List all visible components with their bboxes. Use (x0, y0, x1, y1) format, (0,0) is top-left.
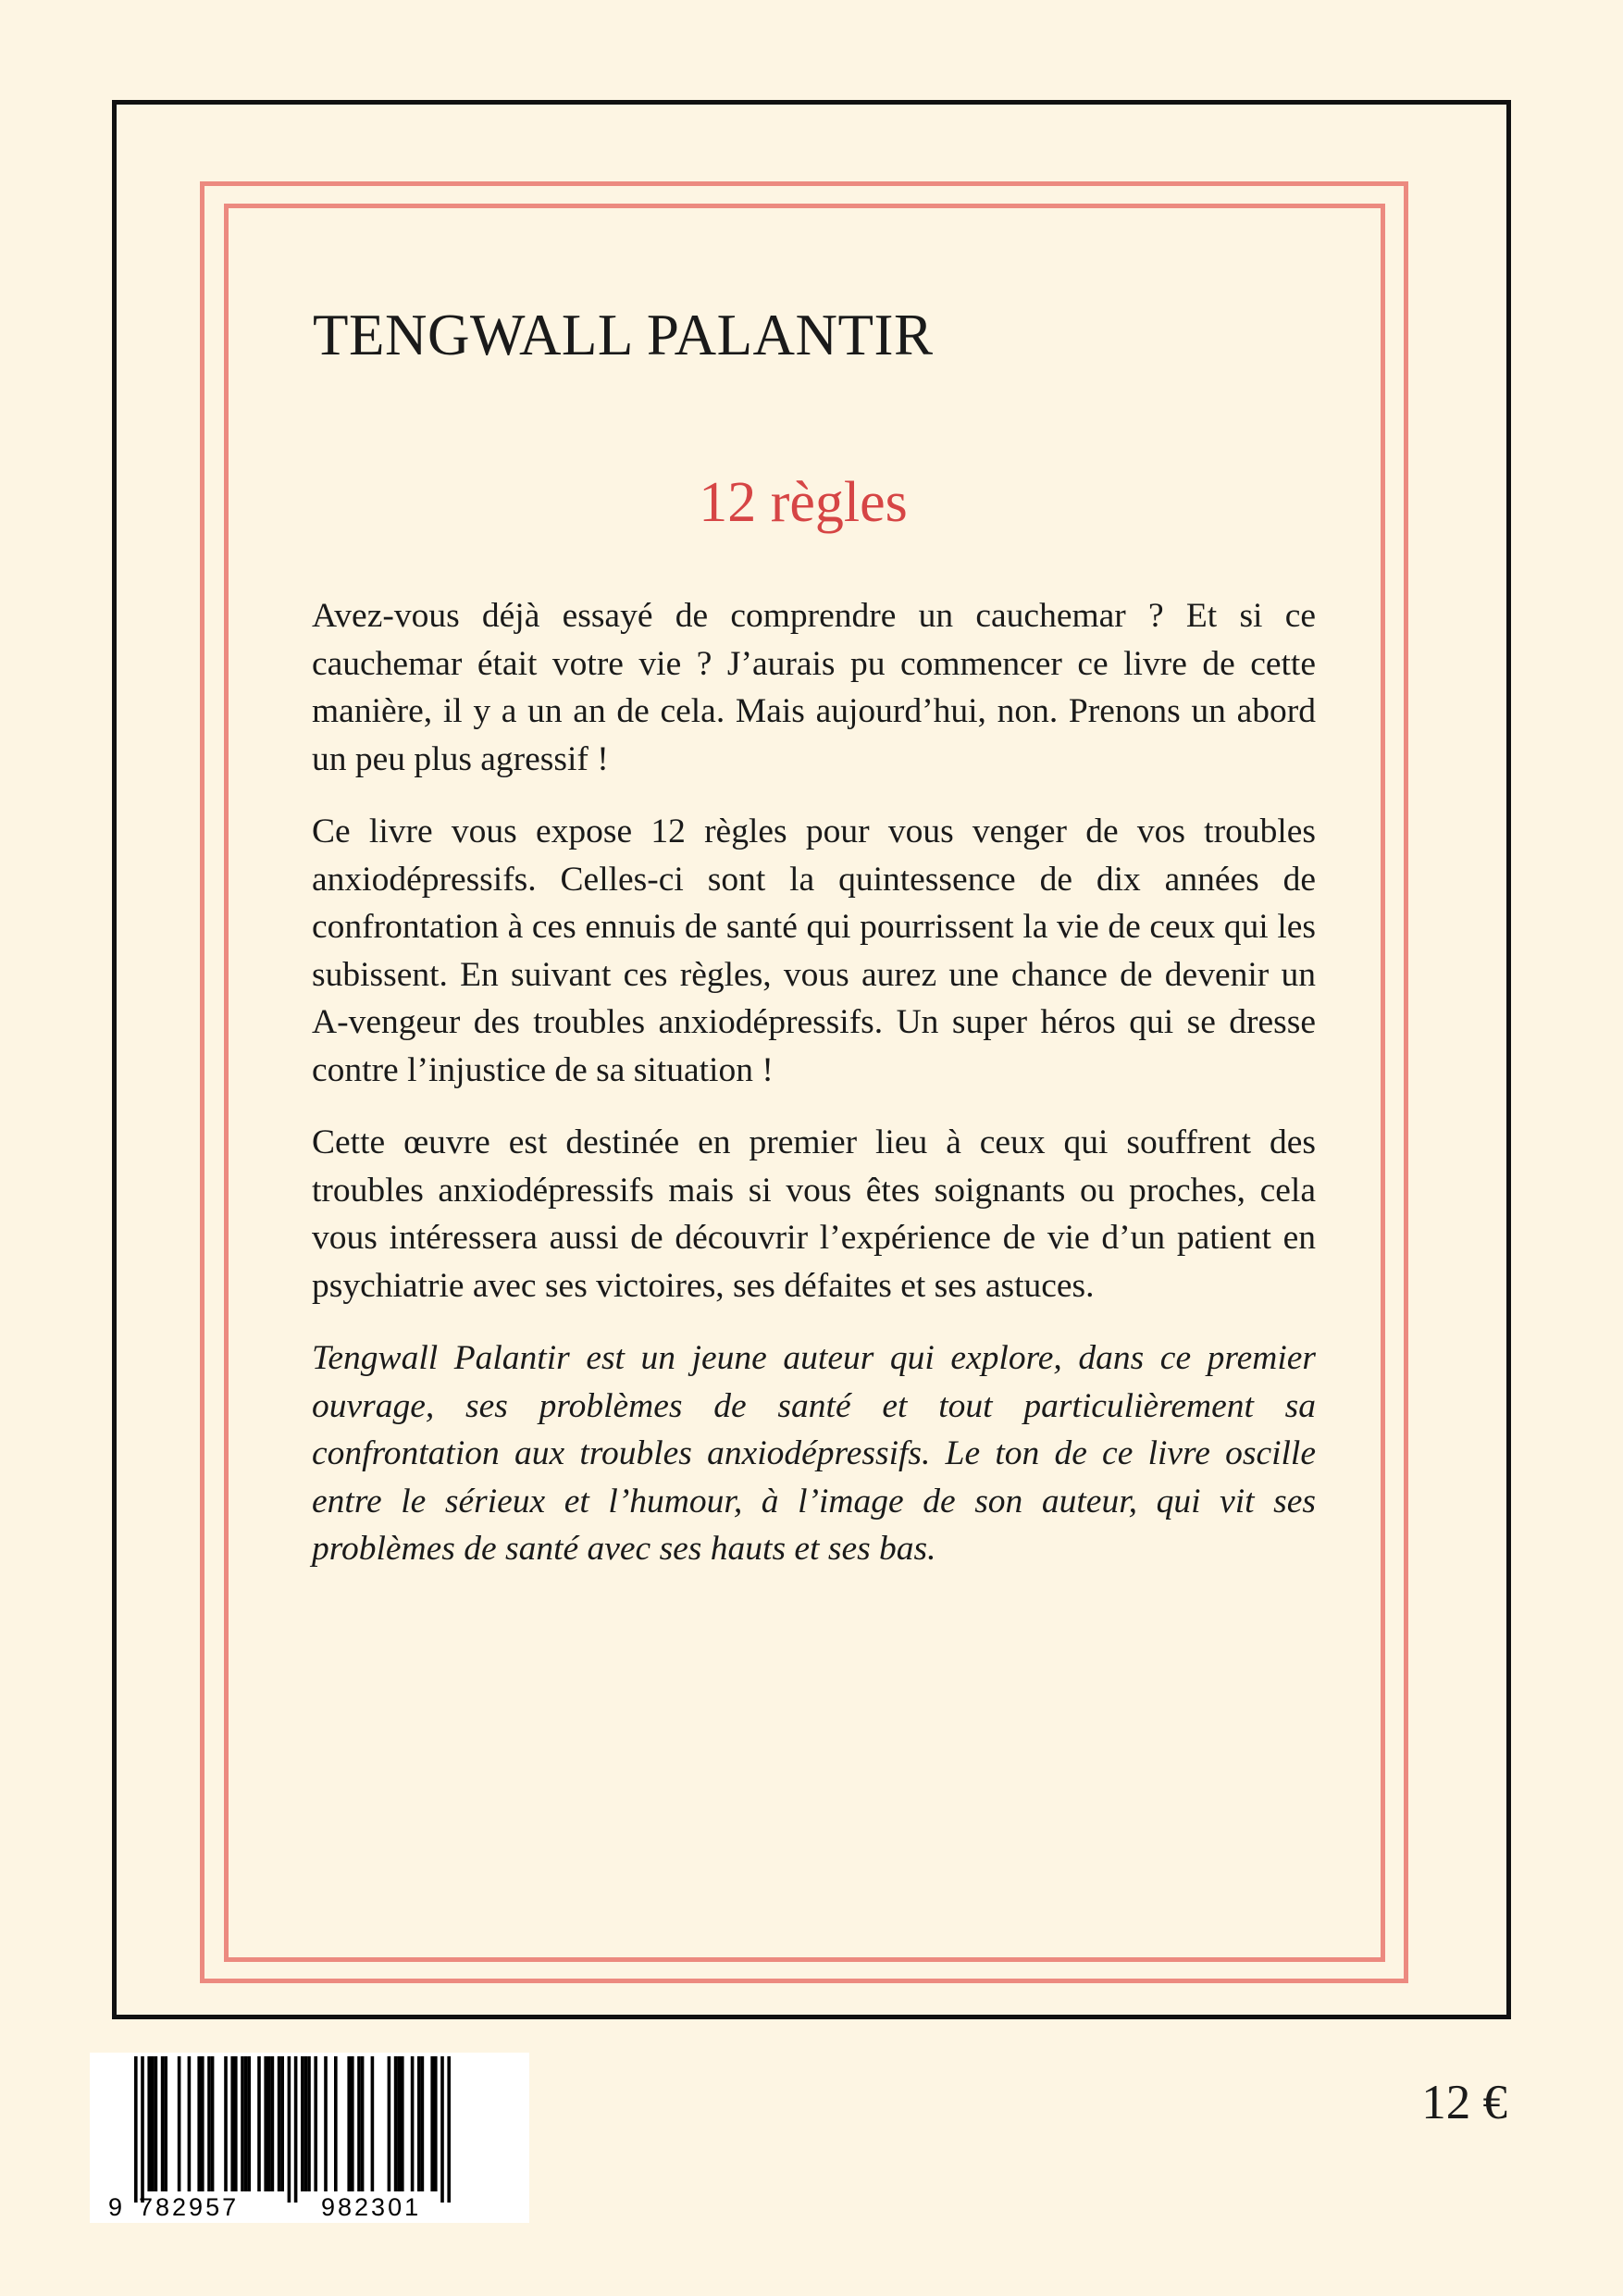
isbn-barcode (90, 2053, 529, 2223)
barcode-bar (334, 2056, 338, 2191)
barcode-bar (324, 2056, 328, 2191)
barcode-bar (278, 2056, 281, 2191)
barcode-bar (241, 2056, 244, 2191)
barcode-bar (134, 2056, 138, 2203)
barcode-bar (155, 2056, 158, 2191)
blurb-paragraph-2: Ce livre vous expose 12 règles pour vous venger de vos troubles anxiodépressifs. Celles-ci sont la quintessence de dix années de confrontation à ces ennuis de santé qui pourrissent la vie de ceux qui les subissent. En suivant ces règles, vous aurez une chance de devenir un A-vengeur des troubles anxiodépressifs. Un super héros qui se dresse contre l’injustice de sa situation ! (312, 813, 1316, 1089)
barcode-bar (244, 2056, 248, 2191)
barcode-bar (188, 2056, 192, 2191)
barcode-bar (147, 2056, 151, 2191)
barcode-bar (447, 2056, 451, 2203)
barcode-bar (234, 2056, 238, 2191)
barcode-bar (434, 2056, 438, 2191)
barcode-bar (230, 2056, 234, 2191)
barcode-bar (201, 2056, 204, 2191)
barcode-bar (394, 2056, 398, 2191)
barcode-bar (161, 2056, 165, 2191)
barcode-bar (417, 2056, 421, 2191)
barcode-bar (178, 2056, 181, 2191)
barcode-bar (271, 2056, 275, 2191)
isbn-prefix-digit: 9 (108, 2193, 123, 2221)
barcode-bar (280, 2056, 284, 2191)
barcode-bar (247, 2056, 251, 2191)
barcode-bar (314, 2056, 317, 2191)
barcode-bar (411, 2056, 415, 2191)
barcode-bar (361, 2056, 365, 2191)
isbn-left-group: 782957 (139, 2193, 240, 2221)
barcode-bar (304, 2056, 308, 2191)
isbn-right-group: 982301 (321, 2193, 422, 2221)
barcode-bar (151, 2056, 155, 2191)
barcode-bar (430, 2056, 434, 2191)
blurb-paragraph-1: Avez-vous déjà essayé de comprendre un cauchemar ? Et si ce cauchemar était votre vie ? J’aurais pu commencer ce livre de cette manière, il y a un an de cela. Mais aujourd’hui, non. Prenons un abord un peu plus agressif ! (312, 597, 1316, 778)
barcode-bar (211, 2056, 215, 2191)
barcode-bar (301, 2056, 304, 2191)
back-cover-blurb (312, 592, 1316, 1598)
barcode-graphic (90, 2053, 529, 2223)
price-label: 12 € (1421, 2076, 1507, 2129)
barcode-bar (351, 2056, 354, 2191)
barcode-bar (288, 2056, 291, 2203)
barcode-bar (440, 2056, 444, 2203)
barcode-bar (347, 2056, 351, 2191)
barcode-bar (401, 2056, 404, 2191)
barcode-bar (357, 2056, 361, 2191)
blurb-paragraph-3: Cette œuvre est destinée en premier lieu à ceux qui souffrent des troubles anxiodépressifs mais si vous êtes soignants ou proches, cela vous intéressera aussi de découvrir l’expérience de vie d’un patient en psychiatrie avec ses victoires, ses défaites et ses astuces. (312, 1123, 1316, 1305)
barcode-bar (307, 2056, 311, 2191)
author-name: TENGWALL PALANTIR (313, 303, 934, 367)
barcode-bar (397, 2056, 401, 2191)
barcode-bar (264, 2056, 267, 2191)
barcode-bar (197, 2056, 201, 2191)
barcode-bar (371, 2056, 375, 2191)
author-bio: Tengwall Palantir est un jeune auteur qui explore, dans ce premier ouvrage, ses problèmes de santé et tout particulièrement sa confrontation aux troubles anxiodépressifs. Le ton de ce livre oscille entre le sérieux et l’humour, à l’image de son auteur, qui vit ses problèmes de santé avec ses hauts et ses bas. (312, 1339, 1316, 1568)
barcode-bar (388, 2056, 391, 2191)
barcode-bar (421, 2056, 425, 2191)
barcode-bar (224, 2056, 228, 2191)
barcode-bar (257, 2056, 261, 2191)
barcode-bar (207, 2056, 211, 2191)
barcode-bar (294, 2056, 298, 2203)
barcode-bar (164, 2056, 167, 2191)
barcode-bar (141, 2056, 144, 2203)
book-title: 12 règles (699, 471, 908, 534)
barcode-bars (134, 2056, 451, 2203)
barcode-bar (267, 2056, 271, 2191)
